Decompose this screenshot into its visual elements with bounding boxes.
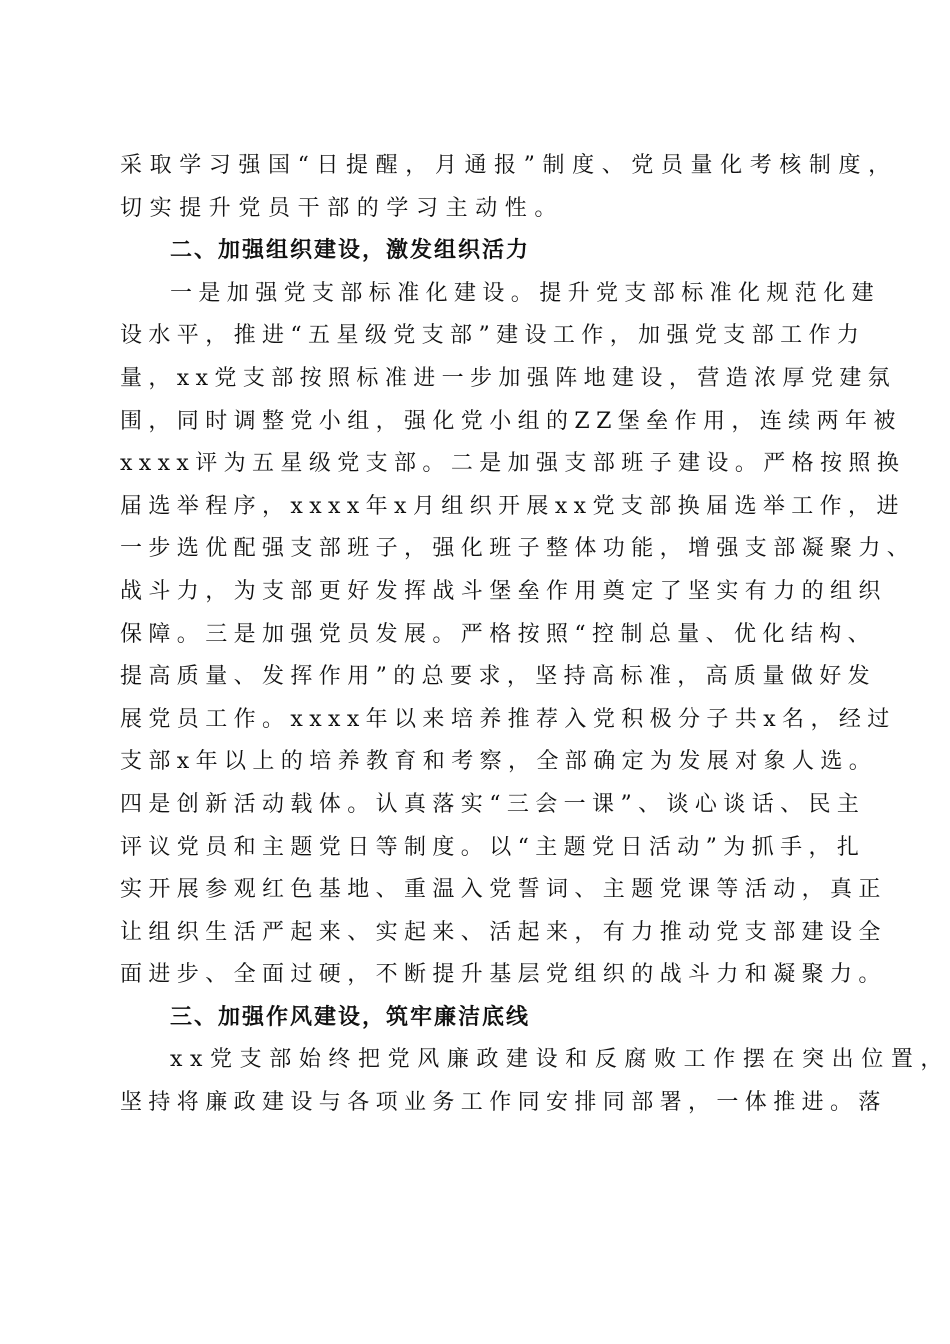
paragraph-line: 实开展参观红色基地、重温入党誓词、主题党课等活动，真正 xyxy=(120,877,887,903)
paragraph-line: 四是创新活动载体。认真落实“三会一课”、谈心谈话、民主 xyxy=(120,791,866,817)
paragraph-line: 战斗力，为支部更好发挥战斗堡垒作用奠定了坚实有力的组织 xyxy=(120,578,887,604)
paragraph-line: 届选举程序，xxxx年x月组织开展xx党支部换届选举工作，进 xyxy=(120,493,905,519)
paragraph-line: 支部x年以上的培养教育和考察，全部确定为发展对象人选。 xyxy=(120,749,878,775)
paragraph-line: 一步选优配强支部班子，强化班子整体功能，增强支部凝聚力、 xyxy=(120,536,916,562)
paragraph-line: xx党支部始终把党风廉政建设和反腐败工作摆在突出位置， xyxy=(170,1047,950,1073)
paragraph-line: 评议党员和主题党日等制度。以“主题党日活动”为抓手，扎 xyxy=(120,834,866,860)
paragraph-line: 展党员工作。xxxx年以来培养推荐入党积极分子共x名，经过 xyxy=(120,706,896,732)
paragraph-line: 提高质量、发挥作用”的总要求，坚持高标准，高质量做好发 xyxy=(120,664,877,690)
paragraph-line: 保障。三是加强党员发展。严格按照“控制总量、优化结构、 xyxy=(120,621,877,647)
paragraph-line: 采取学习强国“日提醒，月通报”制度、党员量化考核制度， xyxy=(120,153,898,178)
paragraph-line: xxxx评为五星级党支部。二是加强支部班子建设。严格按照换 xyxy=(120,451,906,477)
section-heading-3: 三、加强作风建设，筑牢廉洁底线 xyxy=(170,1004,531,1030)
paragraph-line: 面进步、全面过硬，不断提升基层党组织的战斗力和凝聚力。 xyxy=(120,962,887,988)
paragraph-line: 量，xx党支部按照标准进一步加强阵地建设，营造浓厚党建氛 xyxy=(120,365,897,391)
paragraph-line: 让组织生活严起来、实起来、活起来，有力推动党支部建设全 xyxy=(120,919,887,945)
paragraph-line: 设水平，推进“五星级党支部”建设工作，加强党支部工作力 xyxy=(120,323,866,349)
paragraph-line: 坚持将廉政建设与各项业务工作同安排同部署，一体推进。落 xyxy=(120,1090,887,1116)
paragraph-line: 围，同时调整党小组，强化党小组的ZZ堡垒作用，连续两年被 xyxy=(120,408,902,434)
paragraph-line: 一是加强党支部标准化建设。提升党支部标准化规范化建 xyxy=(170,280,881,306)
section-heading-2: 二、加强组织建设，激发组织活力 xyxy=(170,238,531,264)
document-body xyxy=(120,145,950,1125)
paragraph-line: 切实提升党员干部的学习主动性。 xyxy=(120,195,565,221)
